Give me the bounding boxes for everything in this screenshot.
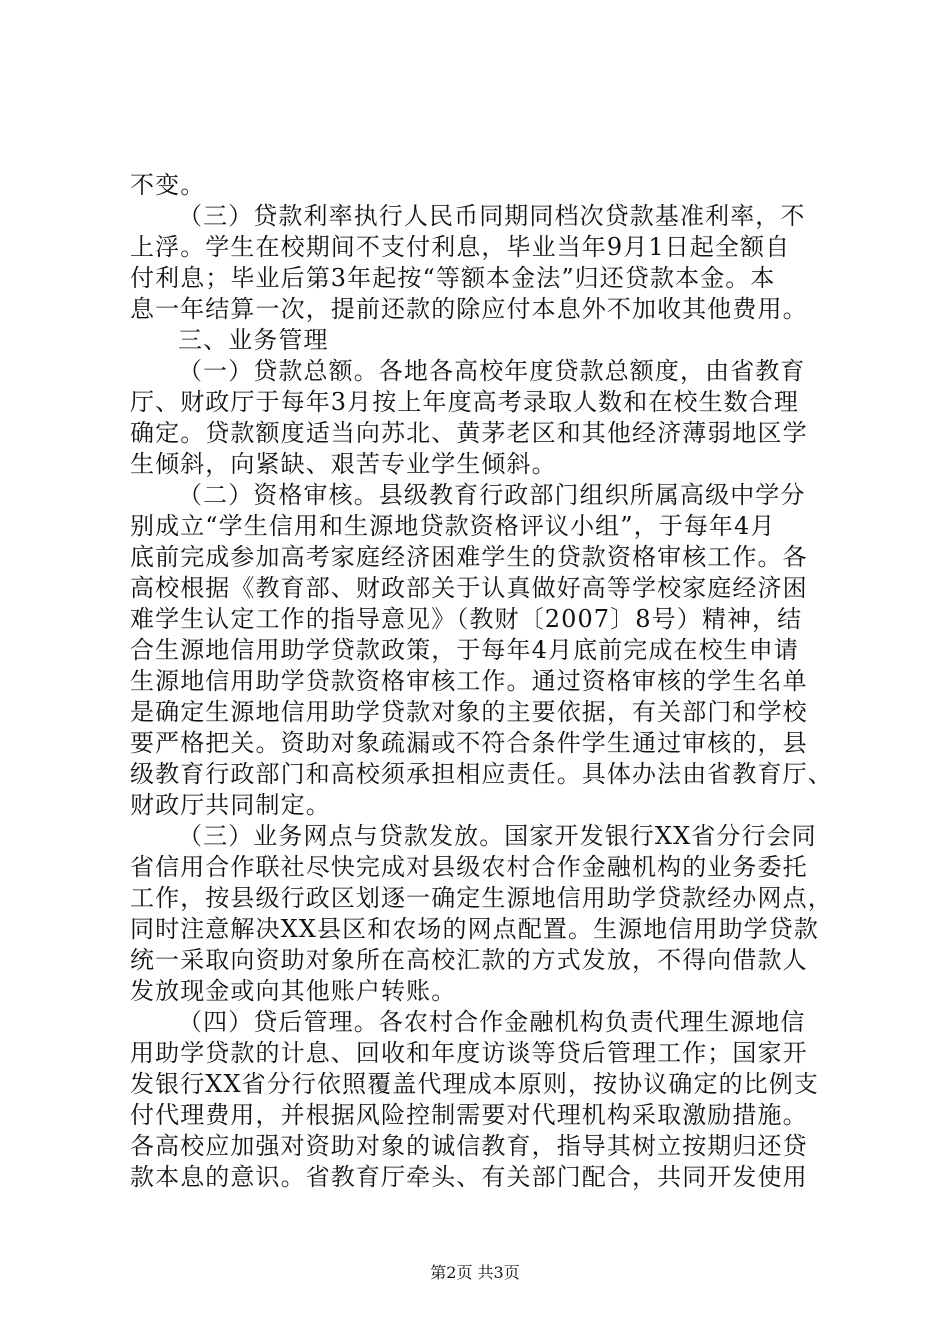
- text-line: 财政厅共同制定。: [130, 791, 331, 819]
- text-line: 难学生认定工作的指导意见》（教财〔2007〕8号）精神，结: [130, 605, 803, 633]
- text-line: 款本息的意识。省教育厅牵头、有关部门配合，共同开发使用: [130, 1163, 808, 1191]
- text-line: 不变。: [130, 171, 206, 199]
- text-line: 付利息；毕业后第3年起按“等额本金法”归还贷款本金。本: [130, 264, 776, 292]
- text-line: 付代理费用，并根据风险控制需要对代理机构采取激励措施。: [130, 1101, 808, 1129]
- page-footer: [0, 1263, 950, 1283]
- text-line: 统一采取向资助对象所在高校汇款的方式发放，不得向借款人: [130, 946, 808, 974]
- text-line: （四）贷后管理。各农村合作金融机构负责代理生源地信: [178, 1008, 806, 1036]
- text-line: 合生源地信用助学贷款政策，于每年4月底前完成在校生申请: [130, 636, 799, 664]
- text-line: 三、业务管理: [178, 326, 329, 354]
- text-line: 发银行XX省分行依照覆盖代理成本原则，按协议确定的比例支: [130, 1070, 819, 1098]
- document-body: [130, 170, 833, 1193]
- text-line: （三）业务网点与贷款发放。国家开发银行XX省分行会同: [178, 822, 817, 850]
- text-line: 高校根据《教育部、财政部关于认真做好高等学校家庭经济困: [130, 574, 808, 602]
- text-line: 级教育行政部门和高校须承担相应责任。具体办法由省教育厅、: [130, 760, 833, 788]
- text-line: 是确定生源地信用助学贷款对象的主要依据，有关部门和学校: [130, 698, 808, 726]
- text-line: （二）资格审核。县级教育行政部门组织所属高级中学分: [178, 481, 806, 509]
- text-line: 发放现金或向其他账户转账。: [130, 977, 457, 1005]
- text-line: （一）贷款总额。各地各高校年度贷款总额度，由省教育: [178, 357, 806, 385]
- text-line: 上浮。学生在校期间不支付利息，毕业当年9月1日起全额自: [130, 233, 791, 261]
- text-line: 底前完成参加高考家庭经济困难学生的贷款资格审核工作。各: [130, 543, 808, 571]
- text-line: 工作，按县级行政区划逐一确定生源地信用助学贷款经办网点，: [130, 884, 833, 912]
- text-line: 确定。贷款额度适当向苏北、黄茅老区和其他经济薄弱地区学: [130, 419, 808, 447]
- text-line: 各高校应加强对资助对象的诚信教育，指导其树立按期归还贷: [130, 1132, 808, 1160]
- text-line: 生源地信用助学贷款资格审核工作。通过资格审核的学生名单: [130, 667, 808, 695]
- text-line: 省信用合作联社尽快完成对县级农村合作金融机构的业务委托: [130, 853, 808, 881]
- text-line: 用助学贷款的计息、回收和年度访谈等贷后管理工作；国家开: [130, 1039, 808, 1067]
- text-line: 同时注意解决XX县区和农场的网点配置。生源地信用助学贷款: [130, 915, 819, 943]
- text-line: 息一年结算一次，提前还款的除应付本息外不加收其他费用。: [130, 295, 808, 323]
- text-line: （三）贷款利率执行人民币同期同档次贷款基准利率，不: [178, 202, 806, 230]
- text-line: 厅、财政厅于每年3月按上年度高考录取人数和在校生数合理: [130, 388, 799, 416]
- text-line: 别成立“学生信用和生源地贷款资格评议小组”，于每年4月: [130, 512, 776, 540]
- page-number-label: 第2页 共3页: [430, 1263, 520, 1282]
- text-line: 生倾斜，向紧缺、艰苦专业学生倾斜。: [130, 450, 557, 478]
- text-line: 要严格把关。资助对象疏漏或不符合条件学生通过审核的，县: [130, 729, 808, 757]
